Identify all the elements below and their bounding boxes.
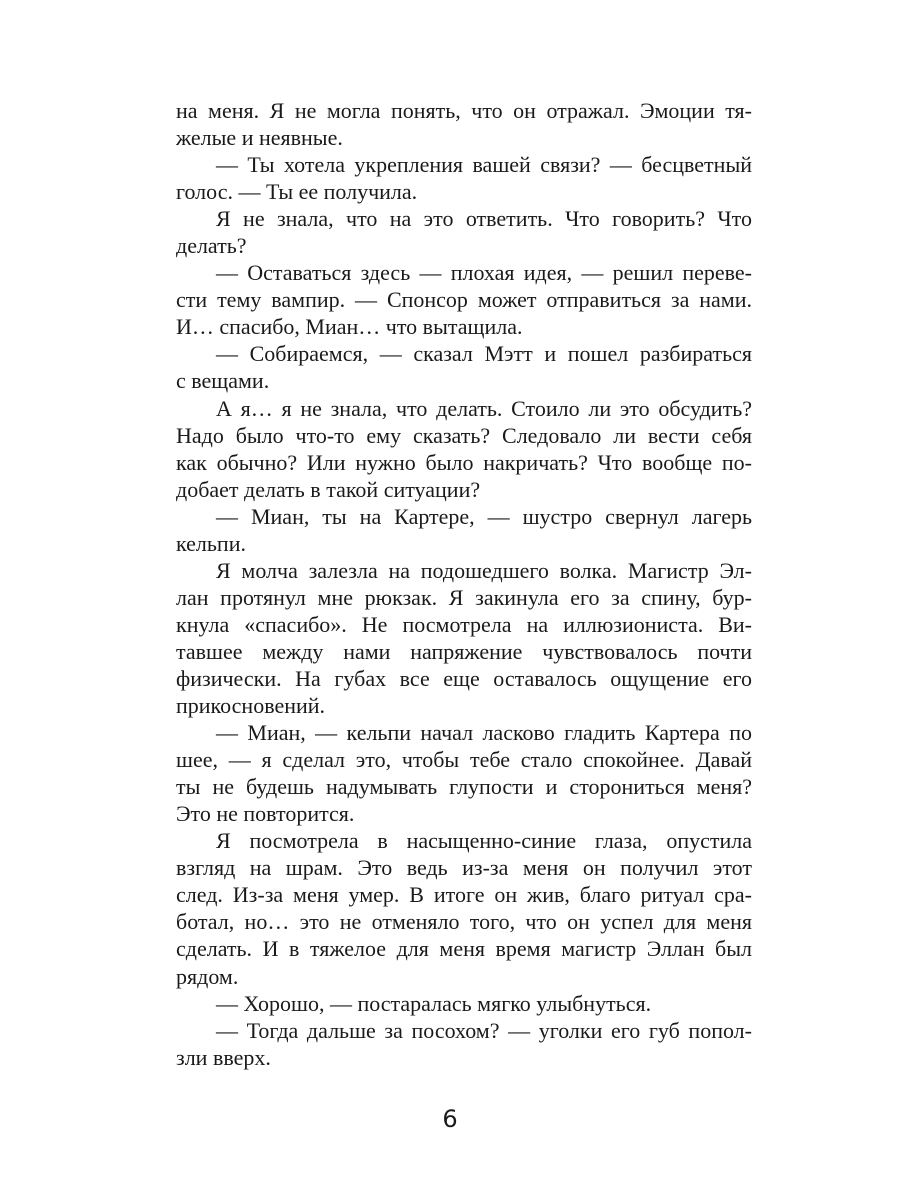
text-line: кнула «спасибо». Не посмотрела на иллюзиониста. Ви- <box>176 611 752 637</box>
text-line: кельпи. <box>176 530 246 556</box>
text-line: прикосновений. <box>176 693 326 719</box>
text-line: физически. На губах все еще оставалось ощущение его <box>176 665 752 691</box>
text-line: сти тему вампир. — Спонсор может отправиться за нами. <box>176 287 752 313</box>
text-line: след. Из-за меня умер. В итоге он жив, благо ритуал сра- <box>176 882 752 908</box>
text-line: шее, — я сделал это, чтобы тебе стало спокойнее. Давай <box>176 747 752 773</box>
text-line: как обычно? Или нужно было накричать? Что вообще по- <box>176 449 752 475</box>
text-line: тавшее между нами напряжение чувствовалось почти <box>176 638 752 664</box>
text-line: Я посмотрела в насыщенно-синие глаза, опустила <box>216 828 752 854</box>
text-line: — Хорошо, — постаралась мягко улыбнуться. <box>216 990 652 1016</box>
text-line: ты не будешь надумывать глупости и сторониться меня? <box>176 774 752 800</box>
text-line: желые и неявные. <box>176 125 343 151</box>
text-line: Надо было что-то ему сказать? Следовало ли вести себя <box>176 422 752 448</box>
text-line: взгляд на шрам. Это ведь из-за меня он получил этот <box>176 855 752 881</box>
page-number: 6 <box>442 1105 458 1133</box>
text-line: добает делать в такой ситуации? <box>176 476 481 502</box>
text-line: — Миан, ты на Картере, — шустро свернул лагерь <box>216 503 752 529</box>
text-line: сделать. И в тяжелое для меня время магистр Эллан был <box>176 936 752 962</box>
text-line: — Тогда дальше за посохом? — уголки его губ попол- <box>216 1017 752 1043</box>
text-line: — Оставаться здесь — плохая идея, — решил переве- <box>216 260 752 286</box>
text-line: Это не повторится. <box>176 801 355 827</box>
text-line: А я… я не знала, что делать. Стоило ли это обсудить? <box>216 395 752 421</box>
text-line: Я молча залезла на подошедшего волка. Магистр Эл- <box>216 557 752 583</box>
text-line: — Миан, — кельпи начал ласково гладить Картера по <box>216 720 752 746</box>
text-line: с вещами. <box>176 368 270 394</box>
text-line: — Собираемся, — сказал Мэтт и пошел разбираться <box>216 341 752 367</box>
text-line: лан протянул мне рюкзак. Я закинула его за спину, бур- <box>176 584 752 610</box>
text-line: Я не знала, что на это ответить. Что говорить? Что <box>216 206 752 232</box>
text-line: делать? <box>176 233 247 259</box>
text-line: И… спасибо, Миан… что вытащила. <box>176 314 523 340</box>
text-line: голос. — Ты ее получила. <box>176 179 418 205</box>
text-line: ботал, но… это не отменяло того, что он успел для меня <box>176 909 752 935</box>
body-text <box>176 97 752 1071</box>
text-line: — Ты хотела укрепления вашей связи? — бесцветный <box>216 152 752 178</box>
text-line: рядом. <box>176 963 239 989</box>
text-line: зли вверх. <box>176 1044 271 1070</box>
text-line: на меня. Я не могла понять, что он отражал. Эмоции тя- <box>176 98 752 123</box>
